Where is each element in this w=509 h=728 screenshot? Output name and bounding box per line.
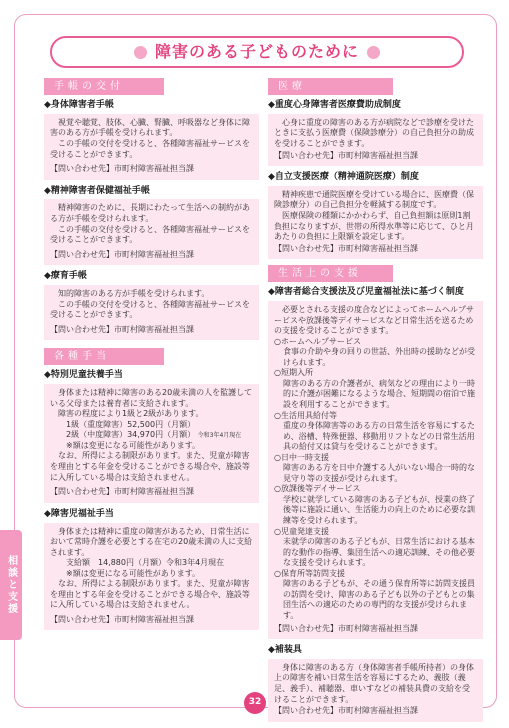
service-desc: 障害のある方を日中介護する人がいない場合一時的な見守り等の支援が受けられます。	[283, 463, 475, 483]
body-text: この手帳の交付を受けると、各種障害福祉サービスを受けることができます。	[50, 224, 250, 245]
service-name: ○日中一時支援	[274, 452, 329, 462]
item-heading: ◆障害者総合支援法及び児童福祉法に基づく制度	[268, 287, 464, 298]
info-box	[44, 285, 259, 340]
inquiry-text: 【問い合わせ先】市町村障害福祉担当課	[50, 614, 194, 624]
service-desc: 重度の身体障害等のある方の日常生活を容易にするため、浴槽、特殊便器、移動用リフトなどの日常生活用具の給付又は貸与を受けることができます。	[283, 421, 475, 452]
service-name: ○ホームヘルプサービス	[274, 336, 361, 346]
body-text: この手帳の交付を受けると、各種障害福祉サービスを受けることができます。	[50, 299, 250, 320]
info-box	[268, 114, 483, 166]
service-desc: 学校に就学している障害のある子どもが、授業の終了後等に施設に通い、生活能力の向上のために必要な訓練等を受けられます。	[283, 494, 475, 526]
body-text: なお、所得による制限があります。また、児童が障害を理由とする年金を受けることができる場合や、施設等に入所している場合は支給されません。	[50, 579, 250, 610]
body-text: なお、所得による制限があります。また、児童が障害を理由とする年金を受けることができる場合や、施設等に入所している場合は支給されません。	[50, 451, 250, 482]
service-item	[274, 368, 477, 410]
body-text: 心身に重度の障害のある方が病院などで診療を受けたときに支払う医療費（保険診療分）の自己負担分の助成を受けることができます。	[274, 117, 474, 148]
body-text: この手帳の交付を受けると、各種障害福祉サービスを受けることができます。	[50, 138, 250, 159]
page-title-banner	[50, 36, 464, 68]
service-name: ○短期入所	[274, 368, 313, 378]
item-heading: ◆自立支援医療（精神通院医療）制度	[268, 172, 419, 183]
body-text: 医療保険の種類にかかわらず、自己負担額は原則1割負担になりますが、世帯の所得水準等に応じて、ひと月あたりの負担に上限額を設定します。	[274, 211, 474, 242]
info-box	[44, 199, 259, 265]
body-text: 身体または精神に障害のある20歳未満の人を監護している父母または養育者に支給されます。	[50, 388, 253, 408]
section-header-medical: 医療	[268, 78, 393, 95]
rate-line-text: 2級（中度障害）34,970円（月額）	[66, 430, 196, 440]
page-title: 障害のある子どものために	[154, 42, 359, 62]
section-header-allowance: 各種手当	[44, 348, 164, 365]
note-text: ※額は変更になる可能性があります。	[66, 568, 201, 578]
inquiry-text: 【問い合わせ先】市町村障害福祉担当課	[274, 150, 418, 160]
body-text: 視覚や聴覚、肢体、心臓、腎臓、呼吸器など身体に障害のある方が手帳を受けられます。	[50, 117, 250, 138]
item-heading: ◆精神障害者保健福祉手帳	[44, 185, 150, 196]
inquiry-text: 【問い合わせ先】市町村障害福祉担当課	[274, 623, 418, 633]
note-text: ※額は変更になる可能性があります。	[66, 440, 201, 450]
info-box	[44, 384, 259, 502]
bullet-dot-icon	[134, 46, 147, 59]
service-desc: 食事の介助や身の回りの世話、外出時の援助などが受けられます。	[283, 347, 475, 367]
body-text: 精神障害のために、長期にわたって生活への制約がある方が手帳を受けられます。	[50, 203, 250, 224]
inquiry-text: 【問い合わせ先】市町村障害福祉担当課	[274, 243, 418, 253]
rate-line	[66, 430, 253, 441]
info-box	[44, 523, 259, 631]
section-header-living-support: 生活上の支援	[268, 265, 393, 282]
section-header-handbook: 手帳の交付	[44, 78, 164, 95]
rate-line: 1級（重度障害）52,500円（月額）	[66, 419, 196, 429]
inquiry-text: 【問い合わせ先】市町村障害福祉担当課	[274, 706, 418, 716]
service-name: ○放課後等デイサービス	[274, 484, 361, 494]
inquiry-text: 【問い合わせ先】市町村障害福祉担当課	[50, 324, 194, 334]
item-heading: ◆補装具	[268, 645, 302, 656]
body-text: 知的障害のある方が手帳を受けられます。	[58, 289, 210, 299]
service-name: ○児童発達支援	[274, 526, 329, 536]
service-name: ○保育所等訪問支援	[274, 568, 345, 578]
body-text: 必要とされる支援の度合などによってホームヘルプサービスや放課後等デイサービスなど日常生活を送るための支援を受けることができます。	[274, 305, 474, 336]
info-box	[268, 301, 483, 639]
inquiry-text: 【問い合わせ先】市町村障害福祉担当課	[50, 164, 194, 174]
service-item	[274, 411, 477, 453]
body-text: 精神疾患で通院医療を受けている場合に、医療費（保険診療分）の自己負担分を軽減する制度です。	[274, 189, 474, 210]
body-text: 身体または精神に重度の障害があるため、日常生活において常時介護を必要とする在宅の20歳未満の人に支給されます。	[50, 526, 253, 557]
item-heading: ◆重度心身障害者医療費助成制度	[268, 100, 401, 110]
side-tab-consultation-support: 相談と支援	[0, 530, 22, 640]
body-text: 障害の程度により1級と2級があります。	[58, 409, 204, 419]
item-heading: ◆障害児福祉手当	[44, 508, 114, 519]
item-heading: ◆特別児童扶養手当	[44, 370, 123, 381]
right-column	[268, 78, 483, 728]
rate-line: 支給額 14,880円（月額）令和3年4月現在	[66, 558, 225, 568]
info-box	[44, 114, 259, 180]
service-item	[274, 527, 477, 569]
service-name: ○生活用具給付等	[274, 410, 337, 420]
service-desc: 障害のある方の介護者が、病気などの理由により一時的に介護が困難になるような場合、短期間の宿泊で施設を利用することができます。	[283, 378, 475, 410]
page-number: 32	[244, 692, 266, 714]
info-box	[268, 659, 483, 722]
bullet-dot-icon	[367, 46, 380, 59]
service-item	[274, 337, 477, 369]
service-desc: 未就学の障害のある子どもが、日常生活における基本的な動作の指導、集団生活への適応訓練、その他必要な支援を受けられます。	[283, 537, 475, 568]
rate-date-note: 令和3年4月現在	[197, 432, 242, 440]
service-item	[274, 453, 477, 485]
item-heading: ◆療育手帳	[44, 271, 87, 282]
body-text: 身体に障害のある方（身体障害者手帳所持者）の身体上の障害を補い日常生活を容易にするため、義肢（義足、義手）、補聴器、車いすなどの補装具費の支給を受けることができます。	[274, 662, 474, 704]
service-item	[274, 484, 477, 526]
left-column	[44, 78, 259, 636]
info-box	[268, 186, 483, 259]
inquiry-text: 【問い合わせ先】市町村障害福祉担当課	[50, 249, 194, 259]
service-list	[274, 337, 477, 622]
item-heading: ◆身体障害者手帳	[44, 100, 114, 110]
service-desc: 障害のある子どもが、その通う保育所等に訪問支援員の訪問を受け、障害のある子ども以外の子どもとの集団生活への適応のための専門的な支援が受けられます。	[283, 579, 475, 620]
service-item	[274, 569, 477, 622]
inquiry-text: 【問い合わせ先】市町村障害福祉担当課	[50, 487, 194, 497]
